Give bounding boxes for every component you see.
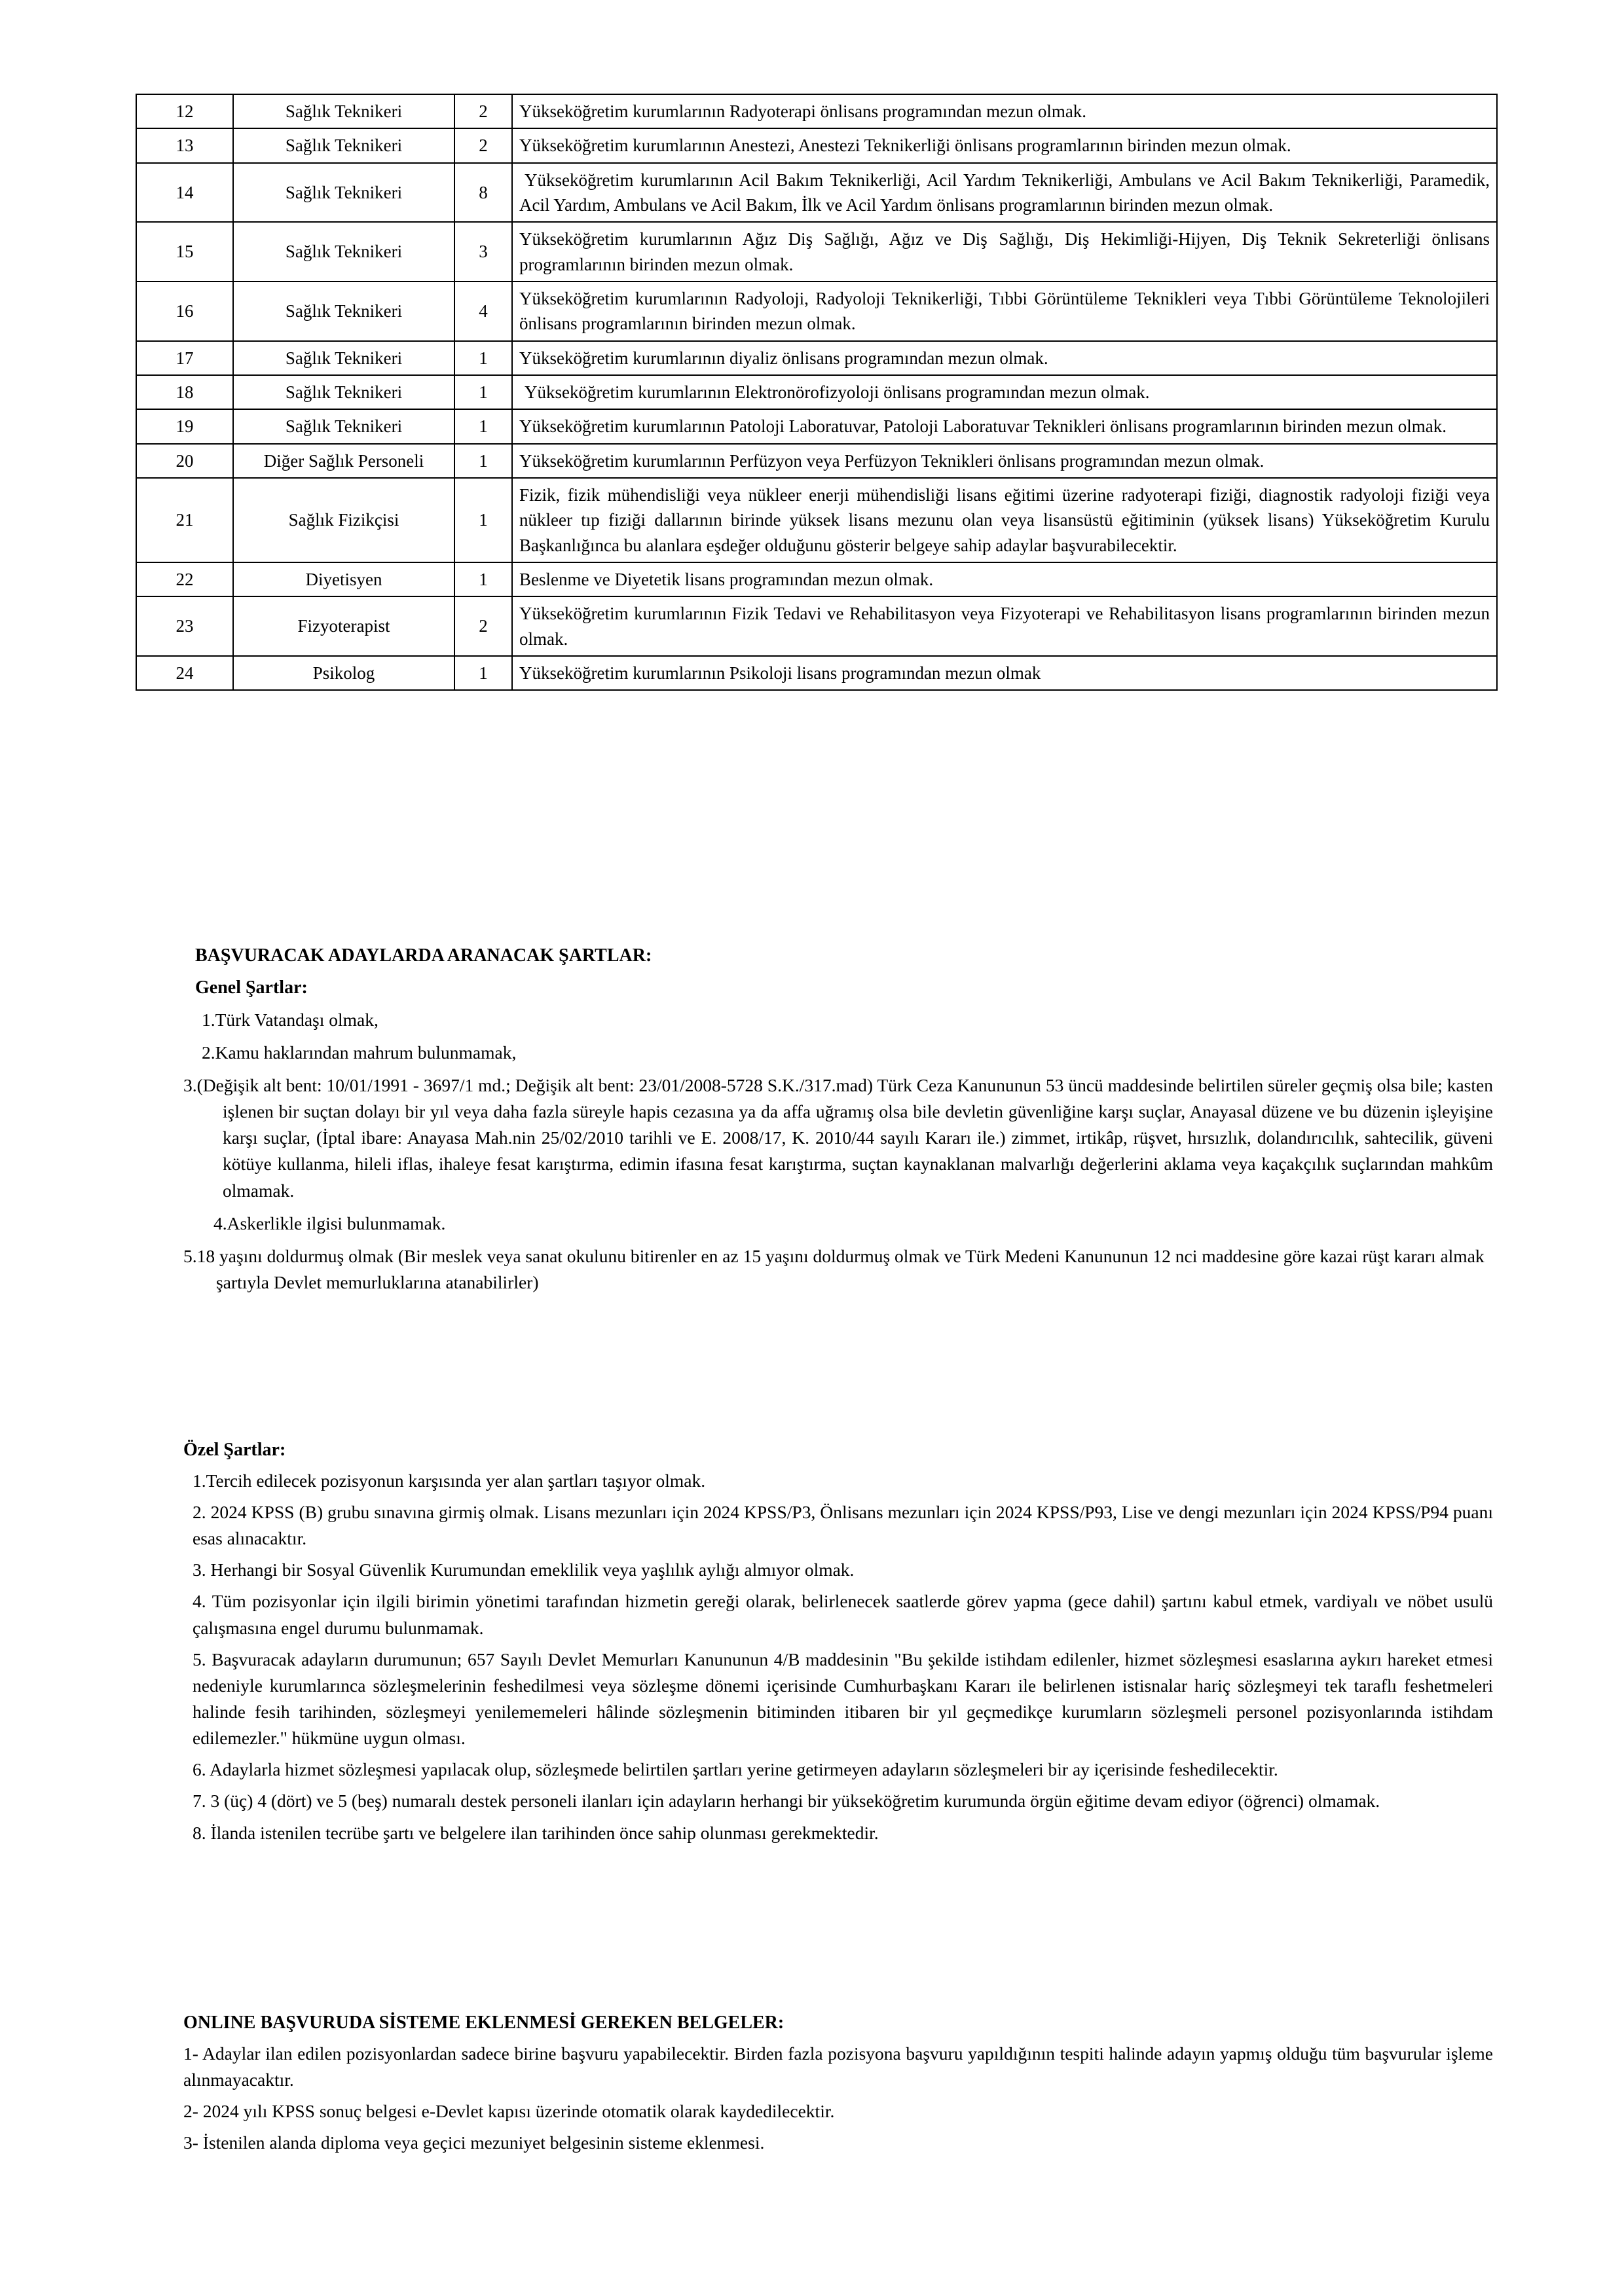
table-row [136,222,1497,282]
table-row [136,596,1497,656]
row-description: Yükseköğretim kurumlarının Psikoloji lisans programından mezun olmak [512,656,1497,690]
list-item: 5.18 yaşını doldurmuş olmak (Bir meslek veya sanat okulunu bitirenler en az 15 yaşını doldurmuş olmak ve Türk Medeni Kanununun 12 nci maddesine göre kazai rüşt kararı almak şartıyla Devlet memurluklarına atanabilirler) [183,1245,1485,1293]
list-item: 2. 2024 KPSS (B) grubu sınavına girmiş olmak. Lisans mezunları için 2024 KPSS/P3, Önlisans mezunları için 2024 KPSS/P93, Lise ve dengi mezunları için 2024 KPSS/P94 puanı esas alınacaktır. [193,1502,1493,1549]
table-row [136,478,1497,562]
table-row [136,375,1497,409]
row-count: 1 [454,656,512,690]
row-count: 1 [454,478,512,562]
belgeler-heading: ONLINE BAŞVURUDA SİSTEME EKLENMESİ GEREKEN BELGELER: [183,2013,784,2033]
row-description: Yükseköğretim kurumlarının Patoloji Laboratuvar, Patoloji Laboratuvar Teknikleri önlisans programlarının birinden mezun olmak. [512,409,1497,443]
row-description: Yükseköğretim kurumlarının Acil Bakım Teknikerliği, Acil Yardım Teknikerliği, Ambulans ve Acil Bakım Teknikerliği, Paramedik, Acil Yardım, Ambulans ve Acil Bakım, İlk ve Acil Yardım önlisans programlarının birinden mezun olmak. [512,163,1497,223]
list-item: 1.Tercih edilecek pozisyonun karşısında yer alan şartları taşıyor olmak. [193,1470,706,1491]
row-title: Sağlık Teknikeri [233,409,454,443]
row-number: 21 [136,478,233,562]
genel-sartlar-list [183,1007,1493,1296]
row-title: Sağlık Teknikeri [233,163,454,223]
row-description: Yükseköğretim kurumlarının Radyoloji, Radyoloji Teknikerliği, Tıbbi Görüntüleme Teknikleri veya Tıbbi Görüntüleme Teknolojileri önlisans programlarının birinden mezun olmak. [512,282,1497,341]
sartlar-heading: BAŞVURACAK ADAYLARDA ARANACAK ŞARTLAR: [195,945,652,966]
row-title: Sağlık Teknikeri [233,341,454,375]
row-title: Diyetisyen [233,562,454,596]
row-description: Yükseköğretim kurumlarının Radyoterapi önlisans programından mezun olmak. [512,94,1497,128]
table-row [136,409,1497,443]
row-title: Psikolog [233,656,454,690]
list-item: 2- 2024 yılı KPSS sonuç belgesi e-Devlet kapısı üzerinde otomatik olarak kaydedilecektir. [183,2101,835,2122]
row-count: 1 [454,444,512,478]
row-number: 13 [136,128,233,162]
table-row [136,562,1497,596]
list-item: 2.Kamu haklarından mahrum bulunmamak, [202,1042,517,1063]
row-number: 14 [136,163,233,223]
table-row [136,94,1497,128]
list-item: 3. Herhangi bir Sosyal Güvenlik Kurumundan emeklilik veya yaşlılık aylığı almıyor olmak. [193,1559,855,1580]
list-item: 5. Başvuracak adayların durumunun; 657 Sayılı Devlet Memurları Kanununun 4/B maddesinin "Bu şekilde istihdam edilenler, hizmet sözleşmesi esaslarına aykırı hareket etmesi nedeniyle kurumlarınca sözleşmelerinin feshedilmesi veya sözleşme dönemi içerisinde Cumhurbaşkanı Kararı ile belirlenen istisnalar hariç sözleşmeyi tek taraflı feshetmeleri halinde fesih tarihinden, sözleşmeyi yenilememeleri hâlinde sözleşmenin bitiminden itibaren bir yıl geçmedikçe kurumların sözleşmeli personel pozisyonlarında istihdam edilemezler." hükmüne uygun olması. [193,1649,1493,1749]
table-row [136,282,1497,341]
row-count: 1 [454,341,512,375]
table-row [136,444,1497,478]
row-count: 2 [454,128,512,162]
row-number: 18 [136,375,233,409]
row-title: Sağlık Teknikeri [233,282,454,341]
row-title: Sağlık Fizikçisi [233,478,454,562]
row-title: Sağlık Teknikeri [233,222,454,282]
row-description: Yükseköğretim kurumlarının Elektronörofizyoloji önlisans programından mezun olmak. [512,375,1497,409]
list-item: 4. Tüm pozisyonlar için ilgili birimin yönetimi tarafından hizmetin gereği olarak, belirlenecek saatlerde görev yapma (gece dahil) şartını kabul etmek, vardiyalı ve nöbet usulü çalışmasına engel durumu bulunmamak. [193,1591,1493,1638]
row-description: Fizik, fizik mühendisliği veya nükleer enerji mühendisliği lisans eğitimi üzerine radyoterapi fiziği, diagnostik radyoloji fiziği veya nükleer tıp fiziği dallarının birinde yüksek lisans mezunu olan veya lisansüstü eğitiminin (yüksek lisans) Yükseköğretim Kurulu Başkanlığınca bu alanlara eşdeğer olduğunu gösterir belgeye sahip adaylar başvurabilecektir. [512,478,1497,562]
list-item: 7. 3 (üç) 4 (dört) ve 5 (beş) numaralı destek personeli ilanları için adayların herhangi bir yükseköğretim kurumunda örgün eğitime devam ediyor (öğrenci) olmamak. [193,1791,1380,1812]
list-item: 1.Türk Vatandaşı olmak, [202,1009,378,1030]
row-number: 22 [136,562,233,596]
row-title: Fizyoterapist [233,596,454,656]
row-number: 12 [136,94,233,128]
row-title: Sağlık Teknikeri [233,94,454,128]
row-description: Yükseköğretim kurumlarının Anestezi, Anestezi Teknikerliği önlisans programlarının birinden mezun olmak. [512,128,1497,162]
table-row [136,128,1497,162]
list-item: 3- İstenilen alanda diploma veya geçici mezuniyet belgesinin sisteme eklenmesi. [183,2132,765,2153]
row-description: Beslenme ve Diyetetik lisans programından mezun olmak. [512,562,1497,596]
row-count: 1 [454,375,512,409]
row-number: 15 [136,222,233,282]
table-row [136,341,1497,375]
table-row [136,656,1497,690]
sartlar-section [183,943,1493,1296]
row-number: 20 [136,444,233,478]
list-item: 4.Askerlikle ilgisi bulunmamak. [213,1212,446,1233]
row-description: Yükseköğretim kurumlarının diyaliz önlisans programından mezun olmak. [512,341,1497,375]
list-item: 8. İlanda istenilen tecrübe şartı ve belgelere ilan tarihinden önce sahip olunması gerekmektedir. [193,1822,879,1843]
row-count: 1 [454,409,512,443]
row-number: 16 [136,282,233,341]
positions-table-body [136,94,1497,690]
positions-table [136,94,1498,691]
genel-sartlar-heading: Genel Şartlar: [195,977,308,998]
row-title: Sağlık Teknikeri [233,375,454,409]
row-count: 2 [454,596,512,656]
belgeler-section [183,2010,1493,2156]
row-count: 2 [454,94,512,128]
row-number: 23 [136,596,233,656]
row-count: 4 [454,282,512,341]
table-row [136,163,1497,223]
row-description: Yükseköğretim kurumlarının Perfüzyon veya Perfüzyon Teknikleri önlisans programından mezun olmak. [512,444,1497,478]
row-title: Sağlık Teknikeri [233,128,454,162]
row-title: Diğer Sağlık Personeli [233,444,454,478]
row-count: 1 [454,562,512,596]
ozel-sartlar-heading: Özel Şartlar: [183,1440,286,1460]
row-description: Yükseköğretim kurumlarının Ağız Diş Sağlığı, Ağız ve Diş Sağlığı, Diş Hekimliği-Hijyen, Diş Teknik Sekreterliği önlisans programlarının birinden mezun olmak. [512,222,1497,282]
list-item: 6. Adaylarla hizmet sözleşmesi yapılacak olup, sözleşmede belirtilen şartları yerine getirmeyen adayların sözleşmeleri bir ay içerisinde feshedilecektir. [193,1759,1278,1780]
row-description: Yükseköğretim kurumlarının Fizik Tedavi ve Rehabilitasyon veya Fizyoterapi ve Rehabilitasyon lisans programlarının birinden mezun olmak. [512,596,1497,656]
list-item: 1- Adaylar ilan edilen pozisyonlardan sadece birine başvuru yapabilecektir. Birden fazla pozisyona başvuru yapıldığının tespiti halinde adayın yapmış olduğu tüm başvurular işleme alınmayacaktır. [183,2043,1493,2090]
list-item: 3.(Değişik alt bent: 10/01/1991 - 3697/1 md.; Değişik alt bent: 23/01/2008-5728 S.K./317.mad) Türk Ceza Kanununun 53 üncü maddesinde belirtilen süreler geçmiş olsa bile; kasten işlenen bir suçtan dolayı bir yıl veya daha fazla süreyle hapis cezasına ya da affa uğramış olsa bile devletin güvenliğine karşı suçlar, Anayasal düzene ve bu düzenin işleyişine karşı suçlar, (İptal ibare: Anayasa Mah.nin 25/02/2010 tarihli ve E. 2008/17, K. 2010/44 sayılı Kararı ile.) zimmet, irtikâp, rüşvet, hırsızlık, dolandırıcılık, sahtecilik, güveni kötüye kullanma, hileli iflas, ihaleye fesat karıştırma, edimin ifasına fesat karıştırma, suçtan kaynaklanan malvarlığı değerlerini aklama veya kaçakçılık suçlarından mahkûm olmamak. [183,1075,1493,1201]
row-number: 17 [136,341,233,375]
row-number: 24 [136,656,233,690]
row-number: 19 [136,409,233,443]
row-count: 8 [454,163,512,223]
ozel-sartlar-section [183,1437,1493,1846]
ozel-sartlar-list [183,1468,1493,1846]
row-count: 3 [454,222,512,282]
belgeler-list [183,2041,1493,2157]
